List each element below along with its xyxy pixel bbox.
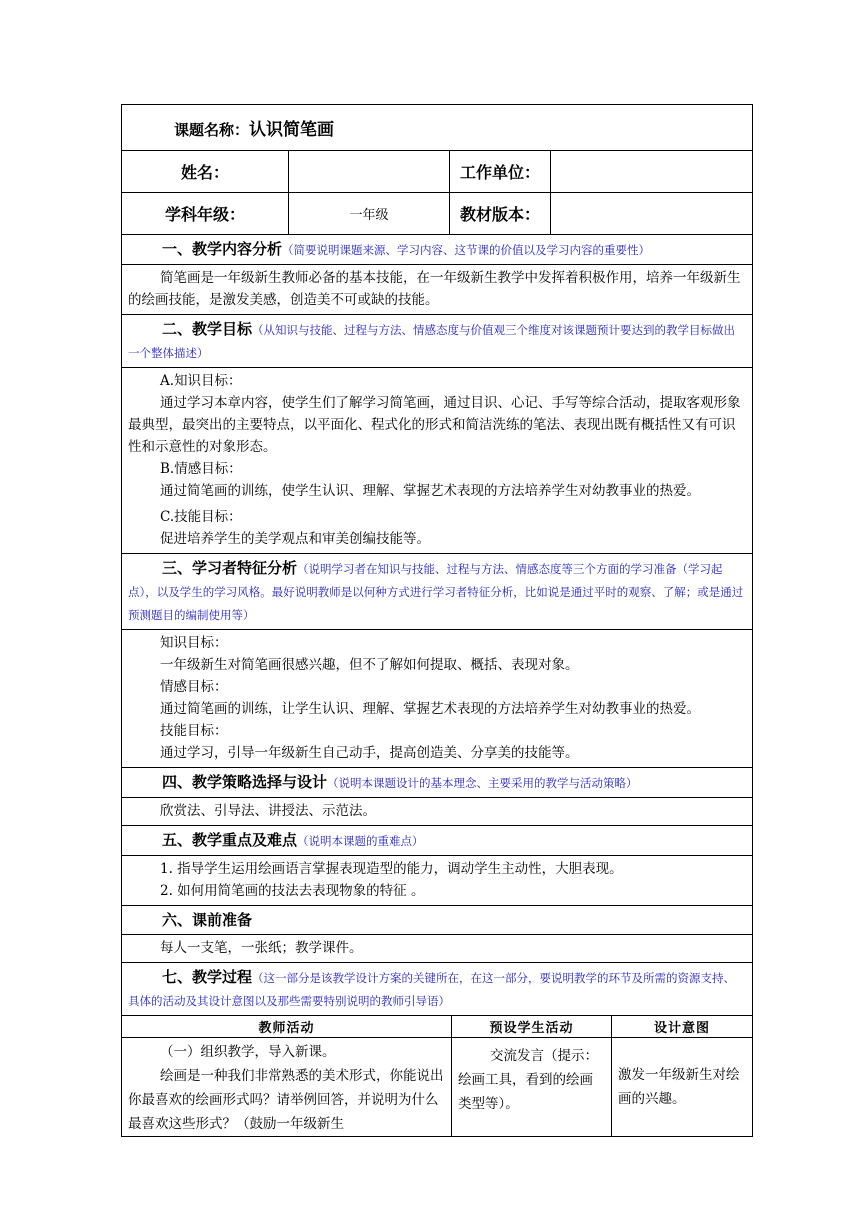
- section-2-line: A.知识目标：: [160, 373, 242, 389]
- edition-value: [551, 193, 753, 235]
- section-4-title: 四、教学策略选择与设计: [162, 773, 328, 791]
- section-3-note: （说明学习者在知识与技能、过程与方法、情感态度等三个方面的学习准备（学习起点），以及学生的学习风格。最好说明教师是以何种方式进行学习者特征分析，比如说是通过平时的观察、了解；或是通过预测题目的编制使用等）: [128, 562, 744, 622]
- section-2-title: 二、教学目标: [162, 320, 253, 338]
- section-5-title: 五、教学重点及难点: [162, 831, 298, 849]
- edition-label: 教材版本：: [450, 193, 551, 235]
- section-1-title: 一、教学内容分析: [162, 240, 283, 258]
- column-header-intent: 设计意图: [612, 1016, 753, 1038]
- section-6-heading: [122, 906, 753, 935]
- section-5-note: （说明本课题的重难点）: [297, 834, 424, 848]
- section-5-line: 2. 如何用简笔画的技法去表现物象的特征 。: [160, 883, 425, 899]
- section-3-heading: [122, 554, 753, 630]
- process-table: [121, 1015, 753, 1137]
- section-7-note: （这一部分是该教学设计方案的关键所在，在这一部分，要说明教学的环节及所需的资源支持、具体的活动及其设计意图以及那些需要特别说明的教师引导语）: [128, 971, 736, 1008]
- section-3-line: 知识目标：: [160, 635, 228, 651]
- course-value: 认识简笔画: [249, 120, 335, 140]
- course-title-cell: [122, 105, 753, 151]
- section-4-paragraph: 欣赏法、引导法、讲授法、示范法。: [160, 803, 376, 819]
- section-1-note: （简要说明课题来源、学习内容、这节课的价值以及学习内容的重要性）: [282, 243, 651, 257]
- section-5-heading: [122, 826, 753, 856]
- section-3-line: 通过学习，引导一年级新生自己动手，提高创造美、分享美的技能等。: [160, 745, 579, 761]
- unit-label: 工作单位：: [450, 151, 551, 193]
- section-1-body: [122, 265, 753, 315]
- name-value: [289, 151, 450, 193]
- section-5-line: 1. 指导学生运用绘画语言掌握表现造型的能力，调动学生主动性，大胆表现。: [160, 861, 623, 877]
- section-7-title: 七、教学过程: [162, 968, 253, 986]
- section-7-heading: [122, 963, 753, 1016]
- lesson-plan-document: [121, 104, 752, 1137]
- section-2-line: B.情感目标：: [160, 461, 242, 477]
- section-2-note: （从知识与技能、过程与方法、情感态度与价值观三个维度对该课题预计要达到的教学目标做出一个整体描述）: [128, 323, 736, 360]
- section-1-paragraph: 简笔画是一年级新生教师必备的基本技能，在一年级新生教学中发挥着积极作用，培养一年级新生的绘画技能，是激发美感，创造美不可或缺的技能。: [128, 270, 741, 308]
- design-intent-text: 激发一年级新生对绘画的兴趣。: [618, 1067, 740, 1107]
- course-label: 课题名称：: [174, 121, 250, 139]
- section-2-line: 促进培养学生的美学观点和审美创编技能等。: [160, 531, 430, 547]
- section-4-body: [122, 798, 753, 826]
- name-label: 姓名：: [122, 151, 289, 193]
- section-2-line: C.技能目标：: [160, 509, 242, 525]
- section-1-heading: [122, 235, 753, 265]
- lesson-plan-table: [121, 104, 753, 1016]
- section-2-line: 通过学习本章内容，使学生们了解学习简笔画，通过目识、心记、手写等综合活动，提取客观形象最典型，最突出的主要特点，以平面化、程式化的形式和简洁洗练的笔法、表现出既有概括性又有可识性和示意性的对象形态。: [128, 395, 741, 455]
- section-3-line: 一年级新生对简笔画很感兴趣，但不了解如何提取、概括、表现对象。: [160, 657, 579, 673]
- teacher-activity-line: （一）组织教学，导入新课。: [160, 1044, 336, 1060]
- section-2-line: 通过简笔画的训练，使学生认识、理解、掌握艺术表现的方法培养学生对幼教事业的热爱。: [160, 483, 700, 499]
- section-3-line: 技能目标：: [160, 723, 228, 739]
- section-6-paragraph: 每人一支笔，一张纸；教学课件。: [160, 940, 363, 956]
- section-3-line: 通过简笔画的训练，让学生认识、理解、掌握艺术表现的方法培养学生对幼教事业的热爱。: [160, 701, 700, 717]
- teacher-activity-cell: [122, 1038, 452, 1137]
- section-3-title: 三、学习者特征分析: [162, 559, 298, 577]
- section-4-note: （说明本课题设计的基本理念、主要采用的教学与活动策略）: [327, 776, 638, 790]
- column-header-student: 预设学生活动: [452, 1016, 612, 1038]
- student-activity-cell: [452, 1038, 612, 1137]
- section-2-body: [122, 368, 753, 554]
- grade-label: 学科年级：: [122, 193, 289, 235]
- section-3-line: 情感目标：: [160, 679, 228, 695]
- student-activity-text: 交流发言（提示：绘画工具，看到的绘画类型等）。: [458, 1048, 598, 1112]
- section-5-body: [122, 856, 753, 906]
- grade-value: 一年级: [289, 193, 450, 235]
- teacher-activity-line: 绘画是一种我们非常熟悉的美术形式，你能说出你最喜欢的绘画形式吗？请举例回答，并说明为什么最喜欢这些形式？（鼓励一年级新生: [128, 1068, 444, 1132]
- section-6-body: [122, 935, 753, 963]
- section-3-body: [122, 630, 753, 768]
- design-intent-cell: [612, 1038, 753, 1137]
- section-2-heading: [122, 315, 753, 368]
- unit-value: [551, 151, 753, 193]
- section-4-heading: [122, 768, 753, 798]
- section-6-title: 六、课前准备: [162, 911, 253, 929]
- column-header-teacher: 教师活动: [122, 1016, 452, 1038]
